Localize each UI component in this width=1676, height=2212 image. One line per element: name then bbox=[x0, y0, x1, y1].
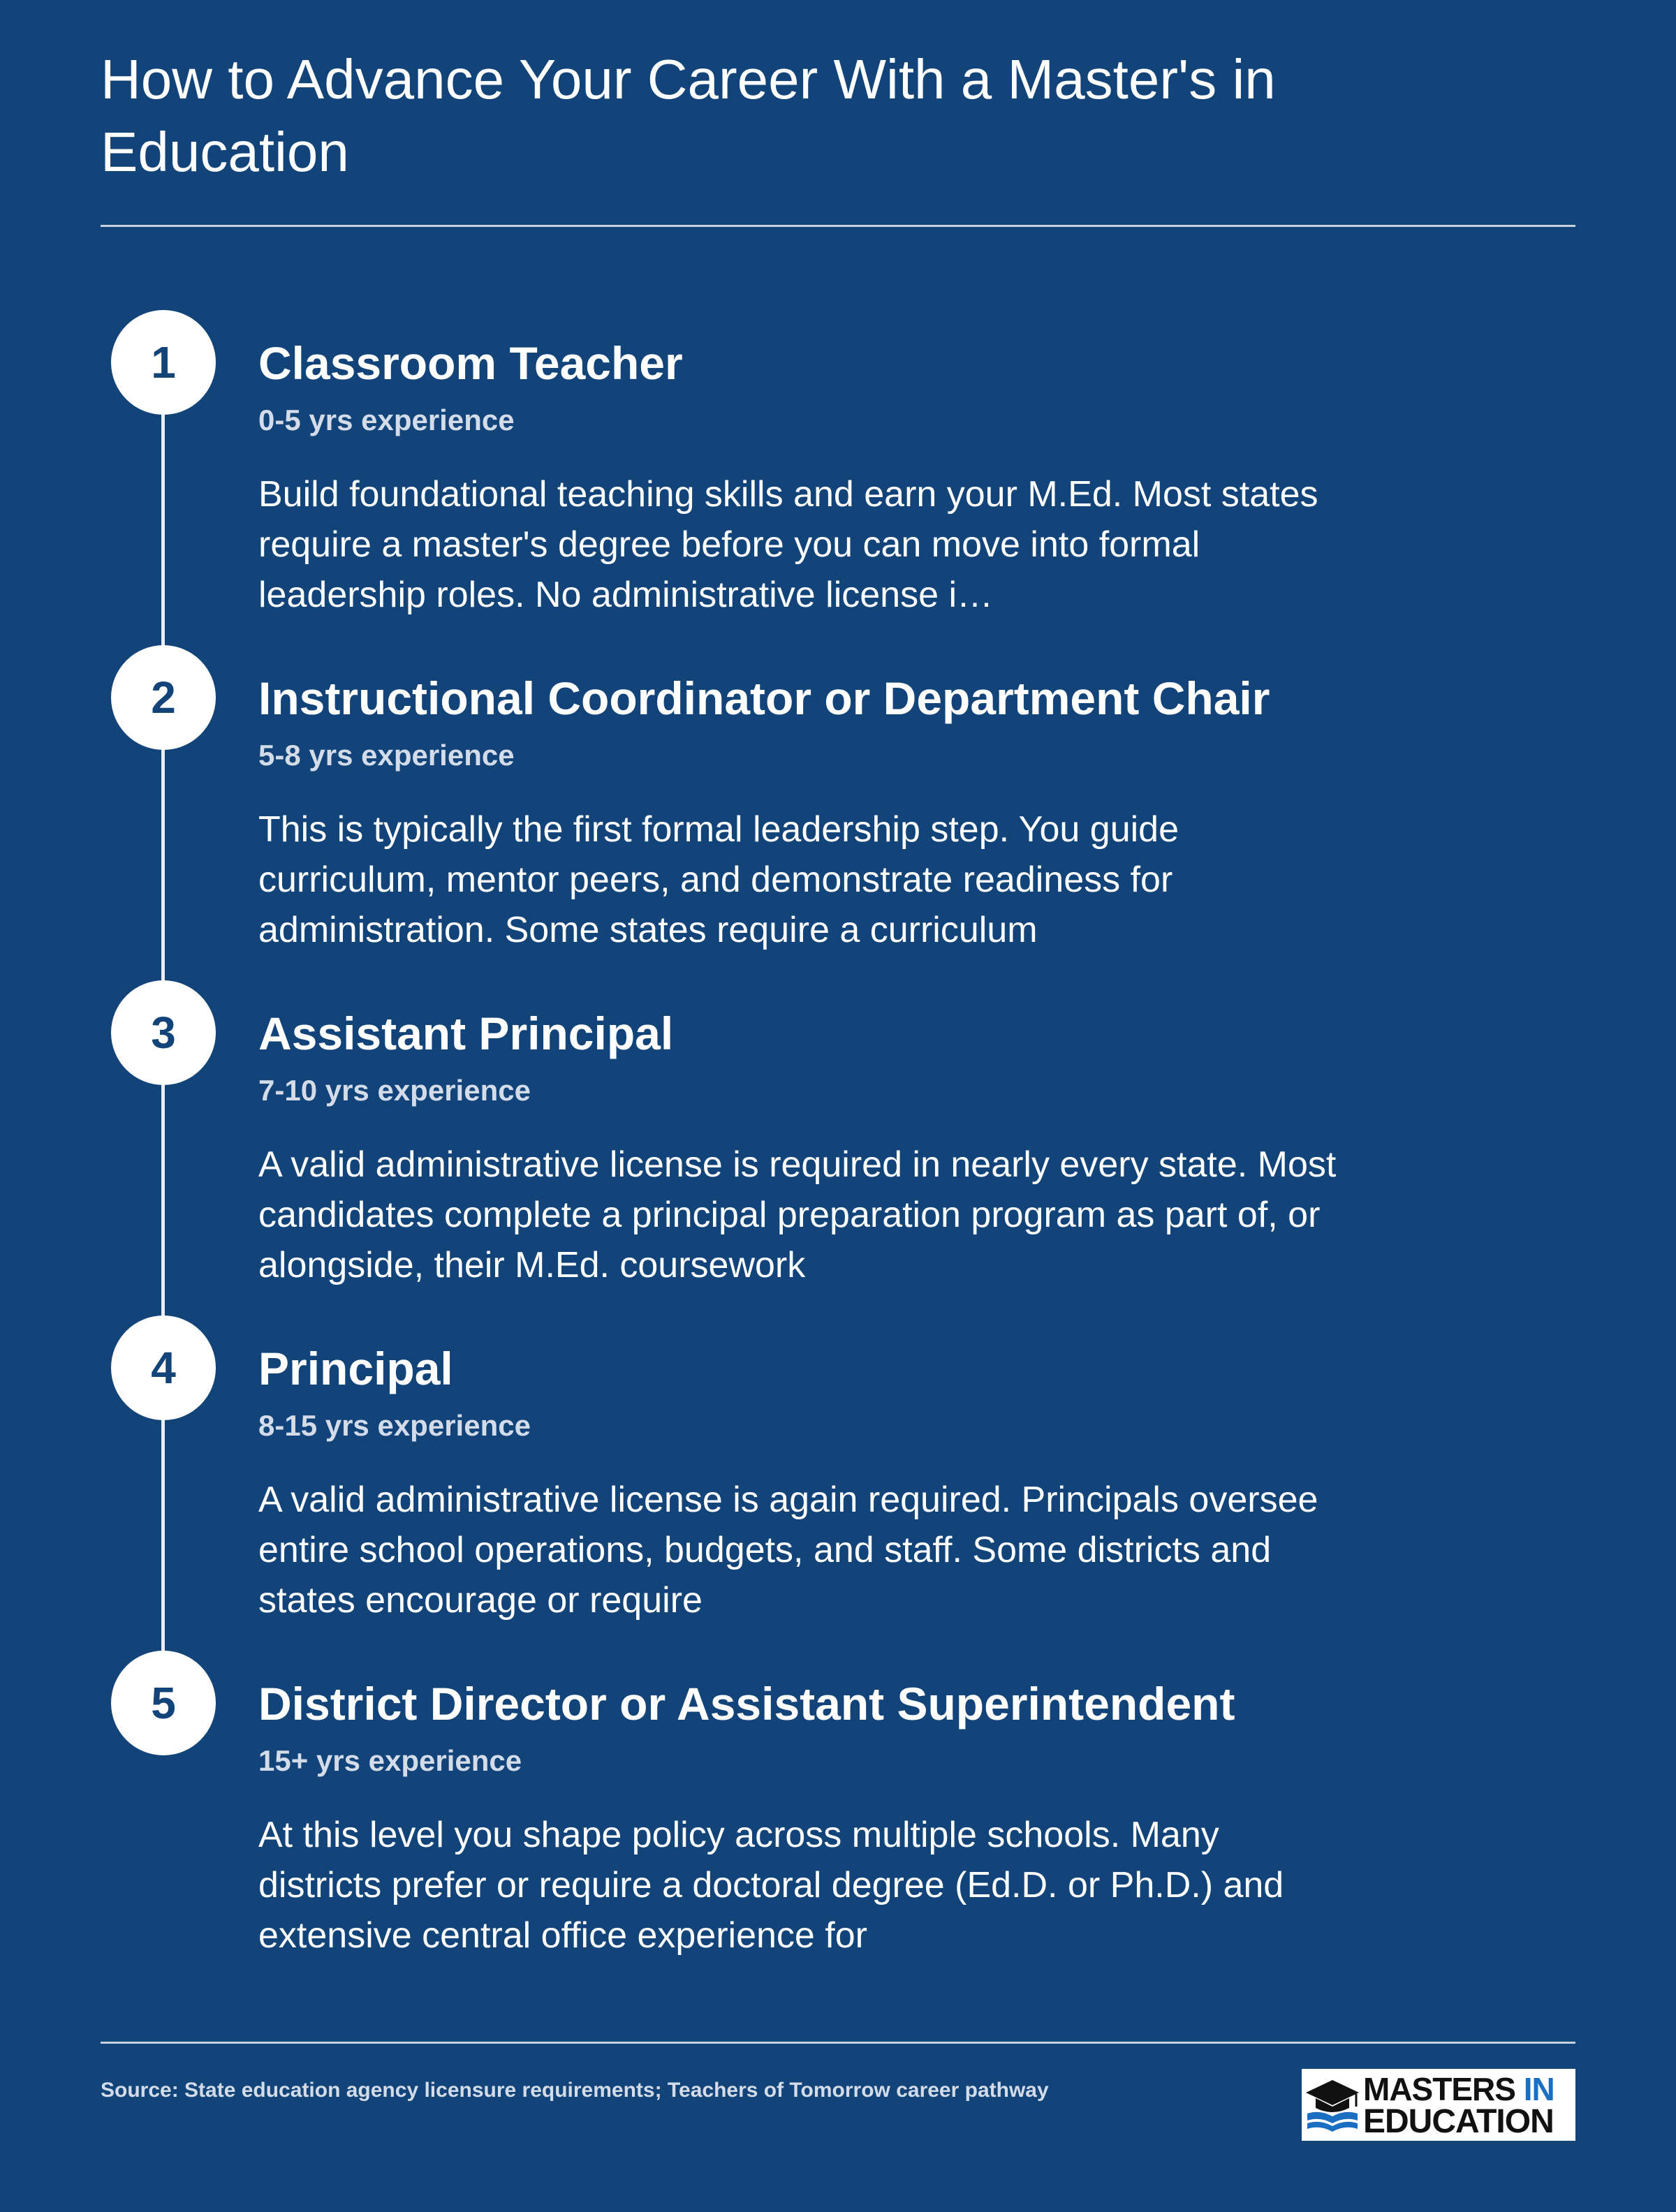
masters-in-education-logo bbox=[1302, 2069, 1575, 2141]
step-experience: 5-8 yrs experience bbox=[258, 739, 515, 772]
step-role-title: Classroom Teacher bbox=[258, 337, 683, 389]
step-role-title: Instructional Coordinator or Department Chair bbox=[258, 672, 1270, 724]
logo-word-education: EDUCATION bbox=[1363, 2103, 1554, 2140]
career-step-3 bbox=[0, 980, 1676, 1302]
step-experience: 7-10 yrs experience bbox=[258, 1074, 531, 1107]
step-description: A valid administrative license is required in nearly every state. Most candidates complete a principal preparation program as part of, or alongside, their M.Ed. coursework bbox=[258, 1144, 1337, 1285]
step-number-badge: 2 bbox=[111, 645, 216, 750]
source-note: Source: State education agency licensure requirements; Teachers of Tomorrow career pathway bbox=[101, 2079, 1049, 2102]
career-step-4 bbox=[0, 1315, 1676, 1637]
step-description: A valid administrative license is again required. Principals oversee entire school operations, budgets, and staff. Some districts and states encourage or require bbox=[258, 1480, 1318, 1621]
step-number-badge: 4 bbox=[111, 1315, 216, 1420]
top-divider bbox=[101, 225, 1575, 227]
step-experience: 15+ yrs experience bbox=[258, 1744, 522, 1777]
step-number-badge: 1 bbox=[111, 310, 216, 415]
step-number-badge: 3 bbox=[111, 980, 216, 1085]
step-experience: 0-5 yrs experience bbox=[258, 404, 515, 436]
step-description: This is typically the first formal leadership step. You guide curriculum, mentor peers, and demonstrate readiness for administration. Some states require a curriculum bbox=[258, 809, 1179, 950]
step-role-title: District Director or Assistant Superintendent bbox=[258, 1678, 1235, 1730]
logo-word-in: IN bbox=[1523, 2071, 1554, 2107]
logo-word-masters: MASTERS bbox=[1363, 2071, 1515, 2107]
career-step-5 bbox=[0, 1651, 1676, 1972]
career-step-1 bbox=[0, 310, 1676, 631]
step-experience: 8-15 yrs experience bbox=[258, 1409, 531, 1442]
step-role-title: Principal bbox=[258, 1343, 453, 1394]
graduation-cap-book-icon bbox=[1304, 2079, 1360, 2133]
step-role-title: Assistant Principal bbox=[258, 1008, 674, 1059]
step-description: At this level you shape policy across multiple schools. Many districts prefer or require a doctoral degree (Ed.D. or Ph.D.) and extensive central office experience for bbox=[258, 1815, 1284, 1956]
page-title: How to Advance Your Career With a Master's in Education bbox=[101, 48, 1276, 183]
career-step-2 bbox=[0, 645, 1676, 966]
bottom-divider bbox=[101, 2042, 1575, 2044]
logo-line-1 bbox=[1363, 2073, 1554, 2105]
step-number-badge: 5 bbox=[111, 1651, 216, 1755]
step-description: Build foundational teaching skills and earn your M.Ed. Most states require a master's degree before you can move into formal leadership roles. No administrative license i… bbox=[258, 474, 1318, 615]
